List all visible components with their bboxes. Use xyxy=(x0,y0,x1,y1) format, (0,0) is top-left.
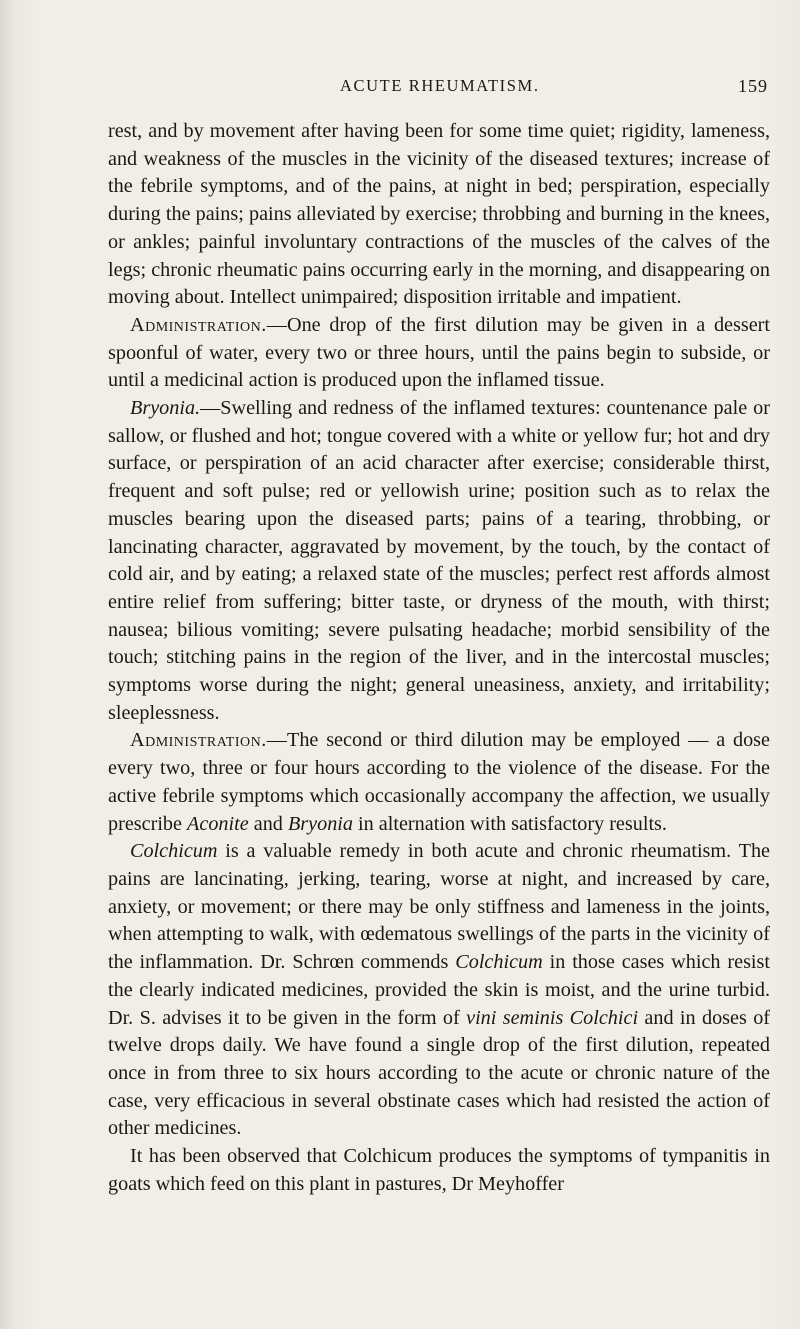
paragraph-colchicum xyxy=(108,838,770,1143)
administration-label: Administration. xyxy=(130,313,267,336)
paragraph-text: —One drop of the first dilution may be given in a dessert spoonful of water, every two or three hours, until the pains begin to subside, or until a medicinal action is produced upon the inflamed tissue. xyxy=(108,313,770,392)
paragraph-text: —The second or third dilution may be employed — a dose every two, three or four hours according to the violence of the disease. For the active febrile symptoms which occasionally accompany the affection, we usually prescribe xyxy=(108,729,770,835)
remedy-form-vini-seminis: vini seminis Colchici xyxy=(466,1006,639,1029)
paragraph-text: in alternation with satisfactory results. xyxy=(353,812,667,835)
remedy-name-colchicum-inline: Colchicum xyxy=(455,951,543,974)
remedy-name-colchicum: Colchicum xyxy=(130,840,218,863)
administration-label: Administration. xyxy=(130,729,267,752)
paragraph-text: in those cases which resist the clearly indicated medicines, provided the skin is moist, and the urine turbid. Dr. S. advises it to be given in the form of xyxy=(108,951,770,1029)
page-number: 159 xyxy=(738,76,768,96)
remedy-name-aconite: Aconite xyxy=(187,812,249,835)
paragraph-bryonia xyxy=(108,395,770,727)
conjunction-text: and xyxy=(248,812,288,835)
body-text xyxy=(108,118,770,1198)
running-head xyxy=(108,76,768,106)
paragraph-text: —Swelling and redness of the inflamed textures: countenance pale or sallow, or flushed and hot; tongue covered with a white or yellow fur; hot and dry surface, or perspiration of an acid character after exercise; considerable thirst, frequent and soft pulse; red or yellowish urine; position such as to relax the muscles bearing upon the diseased parts; pains of a tearing, throbbing, or lancinating character, aggravated by movement, by the touch, by the contact of cold air, and by eating; a relaxed state of the muscles; perfect rest affords almost entire relief from suffering; bitter taste, or dryness of the mouth, with thirst; nausea; bilious vomiting; severe pulsating headache; morbid sensibility of the touch; stitching pains in the region of the liver, and in the intercostal muscles; symptoms worse during the night; general uneasiness, anxiety, and irritability; sleeplessness. xyxy=(108,397,770,724)
paragraph-text: rest, and by movement after having been for some time quiet; rigidity, lameness, and weakness of the muscles in the vicinity of the diseased textures; increase of the febrile symptoms, and of the pains, at night in bed; perspiration, especially during the pains; pains alleviated by exercise; throbbing and burning in the knees, or ankles; painful involuntary contractions of the muscles of the calves of the legs; chronic rheumatic pains occurring early in the morning, and disappearing on moving about. Intellect unimpaired; disposition irritable and impatient. xyxy=(108,120,770,309)
paragraph-text: is a valuable remedy in both acute and chronic rheumatism. The pains are lancinating, jerking, tearing, worse at night, and increased by care, anxiety, or movement; or there may be only stiffness and lameness in the joints, when attempting to walk, with œdematous swellings of the parts in the vicinity of the inflammation. Dr. Schrœn commends xyxy=(108,840,770,974)
paragraph-symptoms-continued xyxy=(108,118,770,312)
paragraph-administration-2 xyxy=(108,727,770,838)
running-title: ACUTE RHEUMATISM. xyxy=(340,76,540,95)
remedy-name-bryonia-inline: Bryonia xyxy=(287,812,353,835)
paragraph-administration-1 xyxy=(108,312,770,395)
paragraph-text: It has been observed that Colchicum produces the symptoms of tympanitis in goats which feed on this plant in pastures, Dr Meyhoffer xyxy=(108,1145,770,1195)
paragraph-text: and in doses of twelve drops daily. We have found a single drop of the first dilution, repeated once in from three to six hours according to the acute or chronic nature of the case, very efficacious in several obstinate cases which had resisted the action of other medicines. xyxy=(108,1006,771,1140)
remedy-name-bryonia: Bryonia. xyxy=(130,397,201,420)
paragraph-colchicum-observation xyxy=(108,1143,770,1198)
